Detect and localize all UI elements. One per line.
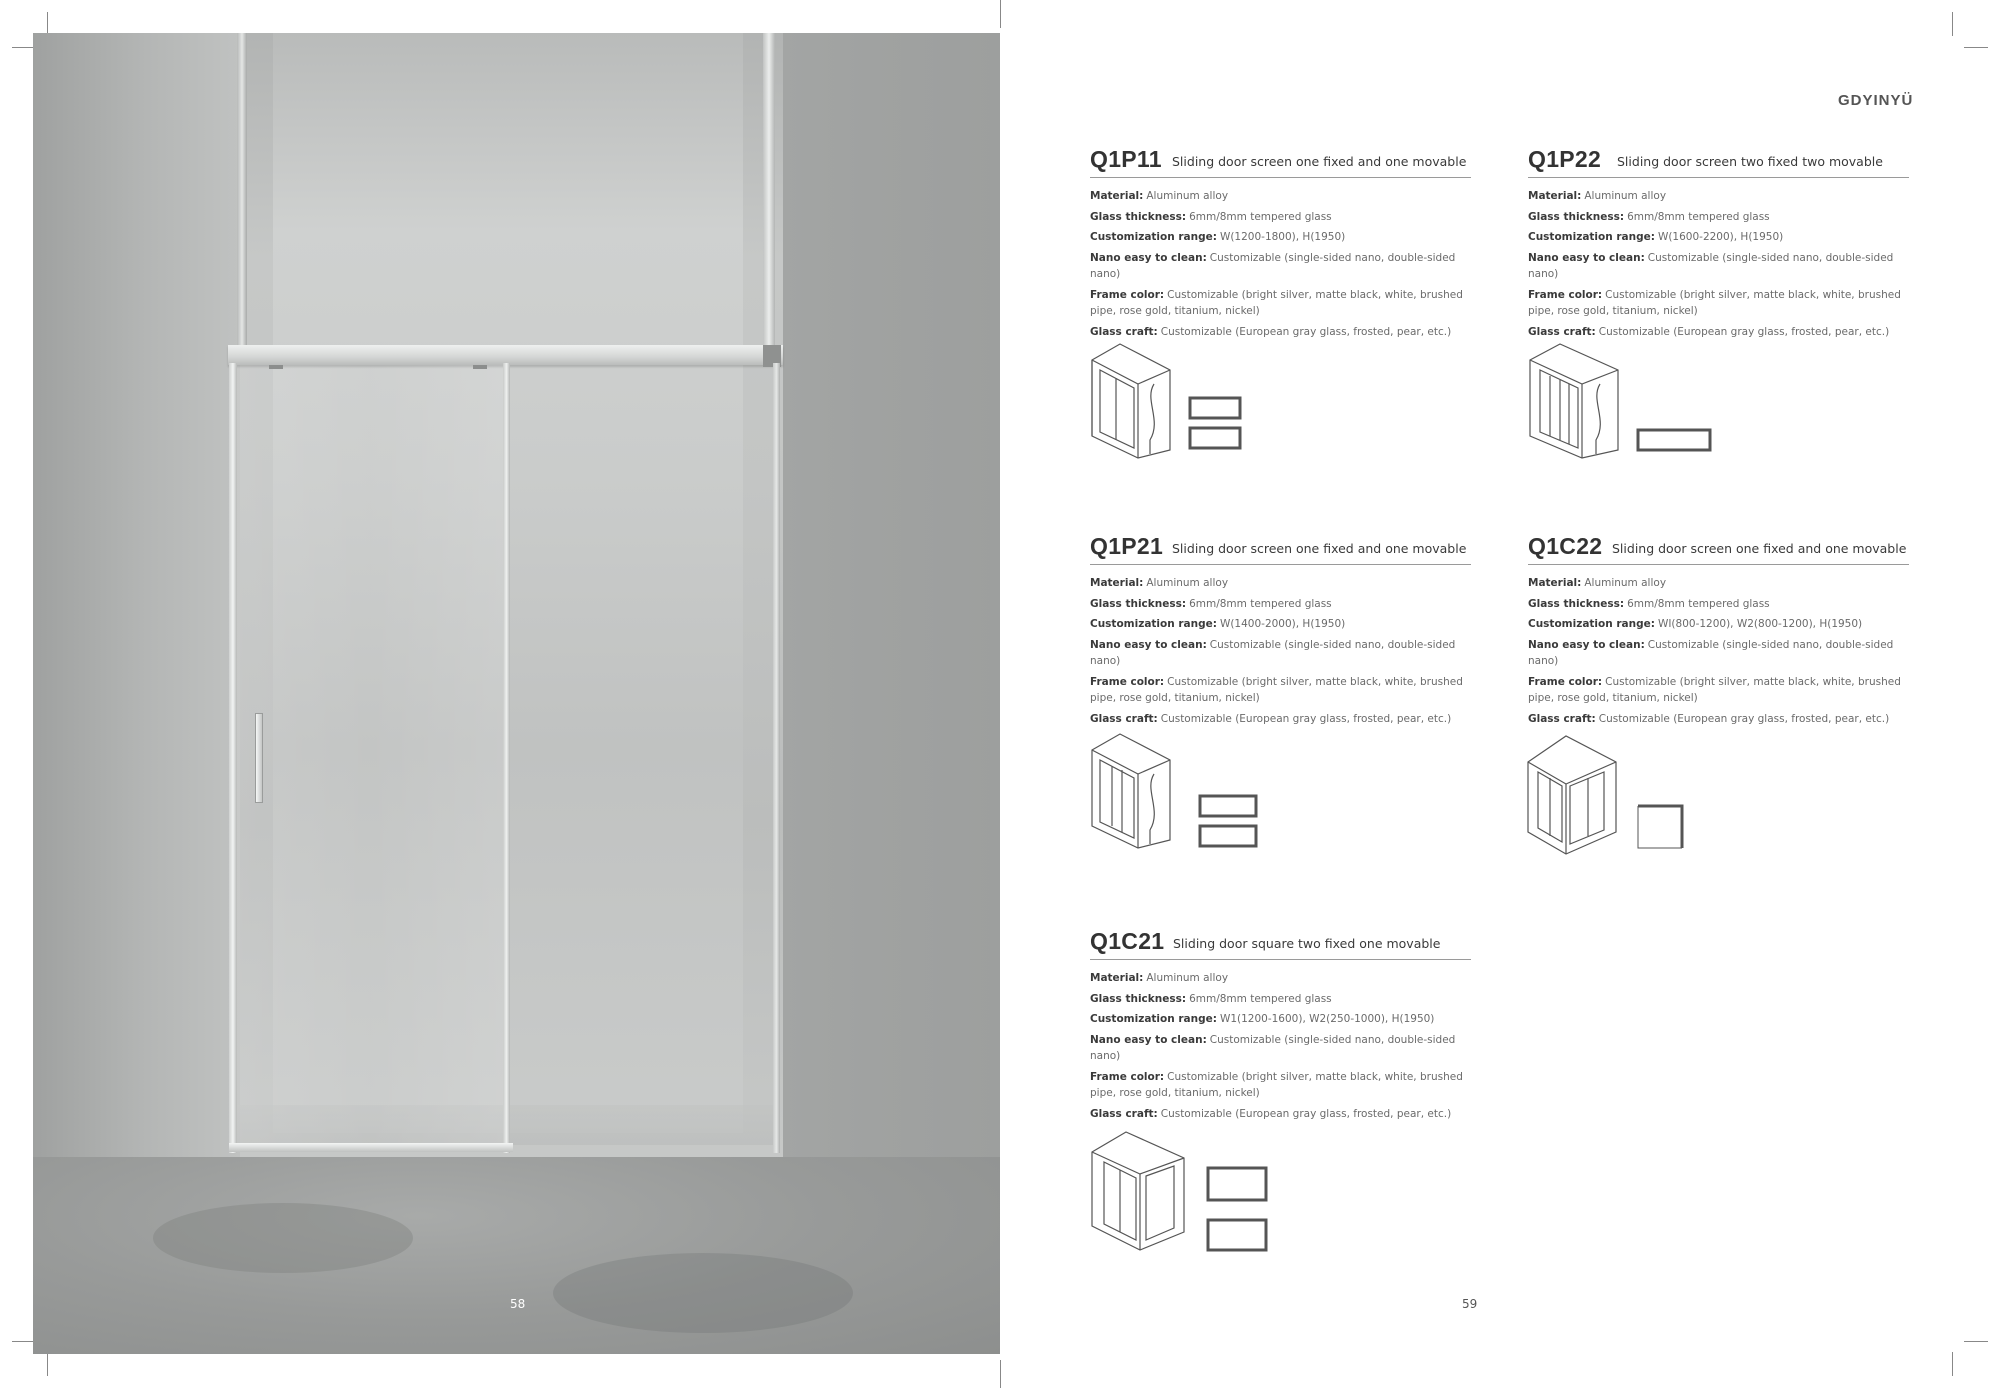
enclosure-3d-diagram <box>1090 1128 1188 1252</box>
crop-mark <box>1964 1341 1988 1342</box>
spec-value: 6mm/8mm tempered glass <box>1189 992 1332 1005</box>
product-code: Q1P22 <box>1528 146 1602 172</box>
enclosure-3d-diagram <box>1090 730 1174 850</box>
spec-value: Customizable (single-sided nano, double-sided nano) <box>1528 251 1894 280</box>
spec-value: Aluminum alloy <box>1584 190 1667 202</box>
spec-label: Nano easy to clean: <box>1528 638 1645 651</box>
spec-value: Customizable (bright silver, matte black, white, brushed pipe, rose gold, titanium, nickel) <box>1528 675 1901 704</box>
spec-item <box>1090 674 1471 707</box>
spec-label: Glass thickness: <box>1090 597 1187 610</box>
spec-item <box>1090 991 1471 1008</box>
wall-edge-right <box>763 33 775 349</box>
wall-left <box>33 33 240 1157</box>
divider <box>1090 564 1471 565</box>
floor-texture <box>553 1253 853 1333</box>
product-code: Q1P21 <box>1090 533 1164 559</box>
spec-label: Customization range: <box>1090 618 1217 630</box>
spec-label: Customization range: <box>1528 618 1655 630</box>
spec-item <box>1090 250 1471 283</box>
spec-label: Frame color: <box>1528 675 1603 688</box>
spec-label: Customization range: <box>1090 231 1217 243</box>
floor-texture <box>153 1203 413 1273</box>
spec-label: Nano easy to clean: <box>1090 251 1207 264</box>
product-title: Sliding door screen one fixed and one movable <box>1172 154 1467 169</box>
spec-item <box>1090 1106 1471 1123</box>
spec-value: Customizable (single-sided nano, double-sided nano) <box>1090 638 1456 667</box>
spec-item <box>1090 188 1471 205</box>
fixed-panel-frame-right <box>773 363 780 1153</box>
crop-mark <box>1952 1352 1953 1376</box>
spec-item <box>1528 229 1909 246</box>
spec-value: Customizable (European gray glass, frosted, pear, etc.) <box>1598 325 1890 338</box>
plan-view-diagram <box>1188 396 1244 454</box>
spec-value: Customizable (bright silver, matte black, white, brushed pipe, rose gold, titanium, nickel) <box>1090 1070 1463 1099</box>
product-card <box>1528 532 1909 731</box>
spec-label: Material: <box>1528 577 1582 589</box>
roller <box>473 365 487 369</box>
spec-item <box>1090 1011 1471 1028</box>
page-number-left: 58 <box>510 1297 526 1311</box>
product-code: Q1P11 <box>1090 146 1162 172</box>
spec-item <box>1090 209 1471 226</box>
spec-value: Customizable (European gray glass, frosted, pear, etc.) <box>1160 325 1452 338</box>
spec-label: Material: <box>1090 972 1144 984</box>
spec-value: Customizable (bright silver, matte black, white, brushed pipe, rose gold, titanium, nickel) <box>1528 288 1901 317</box>
spec-item <box>1090 229 1471 246</box>
product-title: Sliding door screen one fixed and one movable <box>1612 541 1907 556</box>
product-code: Q1C21 <box>1090 928 1165 954</box>
product-card <box>1090 927 1471 1126</box>
bottom-rail <box>229 1143 513 1152</box>
spec-item <box>1090 324 1471 341</box>
spec-label: Glass thickness: <box>1090 992 1187 1005</box>
spec-value: W(1400-2000), H(1950) <box>1219 618 1346 630</box>
spec-value: W1(1200-1600), W2(250-1000), H(1950) <box>1219 1013 1435 1025</box>
spec-label: Glass thickness: <box>1090 210 1187 223</box>
spec-value: Customizable (bright silver, matte black, white, brushed pipe, rose gold, titanium, nickel) <box>1090 288 1463 317</box>
enclosure-3d-diagram <box>1526 732 1620 856</box>
crop-mark <box>47 1352 48 1376</box>
spec-label: Customization range: <box>1528 231 1655 243</box>
brand-logo <box>1838 92 1913 109</box>
product-card <box>1090 145 1471 344</box>
spec-item <box>1528 250 1909 283</box>
spec-value: Customizable (European gray glass, frosted, pear, etc.) <box>1160 1107 1452 1120</box>
spec-item <box>1090 970 1471 987</box>
product-title: Sliding door square two fixed one movable <box>1173 936 1441 951</box>
spec-value: Aluminum alloy <box>1146 972 1229 984</box>
page-number-right: 59 <box>1462 1297 1478 1311</box>
crop-mark <box>1000 1360 1001 1388</box>
plan-view-diagram <box>1198 794 1260 852</box>
crop-mark <box>1000 0 1001 28</box>
spec-value: 6mm/8mm tempered glass <box>1189 597 1332 610</box>
spec-label: Glass thickness: <box>1528 210 1625 223</box>
spec-label: Material: <box>1528 190 1582 202</box>
spec-item <box>1090 637 1471 670</box>
door-handle <box>255 713 263 803</box>
spec-value: W(1600-2200), H(1950) <box>1657 231 1784 243</box>
product-photo <box>33 33 1000 1354</box>
spec-item <box>1090 596 1471 613</box>
product-card <box>1528 145 1909 344</box>
spec-value: WI(800-1200), W2(800-1200), H(1950) <box>1657 618 1863 630</box>
spec-value: Aluminum alloy <box>1584 577 1667 589</box>
spec-value: Aluminum alloy <box>1146 577 1229 589</box>
spec-label: Nano easy to clean: <box>1090 1033 1207 1046</box>
spec-item <box>1528 616 1909 633</box>
spec-value: 6mm/8mm tempered glass <box>1189 210 1332 223</box>
spec-item <box>1528 209 1909 226</box>
spec-item <box>1528 711 1909 728</box>
spec-list <box>1090 188 1471 340</box>
spec-value: W(1200-1800), H(1950) <box>1219 231 1346 243</box>
spec-label: Nano easy to clean: <box>1528 251 1645 264</box>
spec-label: Glass craft: <box>1090 325 1158 338</box>
spec-item <box>1090 287 1471 320</box>
spec-label: Material: <box>1090 577 1144 589</box>
top-rail <box>228 345 783 365</box>
spec-value: Aluminum alloy <box>1146 190 1229 202</box>
spec-item <box>1090 575 1471 592</box>
spec-label: Frame color: <box>1528 288 1603 301</box>
product-title: Sliding door screen one fixed and one movable <box>1172 541 1467 556</box>
crop-mark <box>1964 47 1988 48</box>
divider <box>1528 564 1909 565</box>
spec-label: Glass thickness: <box>1528 597 1625 610</box>
spec-list <box>1090 575 1471 727</box>
roller <box>269 365 283 369</box>
spec-item <box>1528 287 1909 320</box>
spec-item <box>1090 1069 1471 1102</box>
divider <box>1090 959 1471 960</box>
spec-value: 6mm/8mm tempered glass <box>1627 597 1770 610</box>
wall-edge-left <box>237 33 247 349</box>
plan-view-diagram <box>1206 1166 1270 1254</box>
spec-item <box>1528 596 1909 613</box>
plan-view-diagram <box>1636 804 1686 852</box>
spec-item <box>1528 637 1909 670</box>
spec-label: Glass craft: <box>1090 712 1158 725</box>
product-code: Q1C22 <box>1528 533 1603 559</box>
crop-mark <box>1952 12 1953 36</box>
spec-item <box>1528 188 1909 205</box>
spec-value: 6mm/8mm tempered glass <box>1627 210 1770 223</box>
enclosure-3d-diagram <box>1528 340 1622 460</box>
spec-label: Frame color: <box>1090 288 1165 301</box>
product-card <box>1090 532 1471 731</box>
spec-value: Customizable (single-sided nano, double-sided nano) <box>1528 638 1894 667</box>
spec-item <box>1528 575 1909 592</box>
spec-value: Customizable (single-sided nano, double-sided nano) <box>1090 251 1456 280</box>
spec-value: Customizable (bright silver, matte black, white, brushed pipe, rose gold, titanium, nickel) <box>1090 675 1463 704</box>
spec-value: Customizable (single-sided nano, double-sided nano) <box>1090 1033 1456 1062</box>
wall-right <box>783 33 1000 1157</box>
spec-label: Frame color: <box>1090 675 1165 688</box>
spec-label: Nano easy to clean: <box>1090 638 1207 651</box>
door-frame-left <box>229 363 237 1153</box>
brand-logo-text: GDYINYÜ <box>1838 92 1914 109</box>
spec-label: Glass craft: <box>1090 1107 1158 1120</box>
sliding-glass-door <box>237 365 503 1147</box>
spec-list <box>1528 575 1909 727</box>
spec-item <box>1528 324 1909 341</box>
spec-value: Customizable (European gray glass, frosted, pear, etc.) <box>1160 712 1452 725</box>
spec-item <box>1090 1032 1471 1065</box>
product-title: Sliding door screen two fixed two movable <box>1617 154 1883 169</box>
spec-label: Glass craft: <box>1528 325 1596 338</box>
spec-list <box>1090 970 1471 1122</box>
spec-item <box>1090 711 1471 728</box>
enclosure-3d-diagram <box>1090 340 1174 460</box>
divider <box>1528 177 1909 178</box>
spec-list <box>1528 188 1909 340</box>
plan-view-diagram <box>1636 428 1714 454</box>
door-frame-mid <box>503 363 510 1153</box>
spec-label: Frame color: <box>1090 1070 1165 1083</box>
spec-label: Material: <box>1090 190 1144 202</box>
spec-item <box>1090 616 1471 633</box>
spec-item <box>1528 674 1909 707</box>
spec-label: Glass craft: <box>1528 712 1596 725</box>
spec-value: Customizable (European gray glass, frosted, pear, etc.) <box>1598 712 1890 725</box>
spec-label: Customization range: <box>1090 1013 1217 1025</box>
divider <box>1090 177 1471 178</box>
